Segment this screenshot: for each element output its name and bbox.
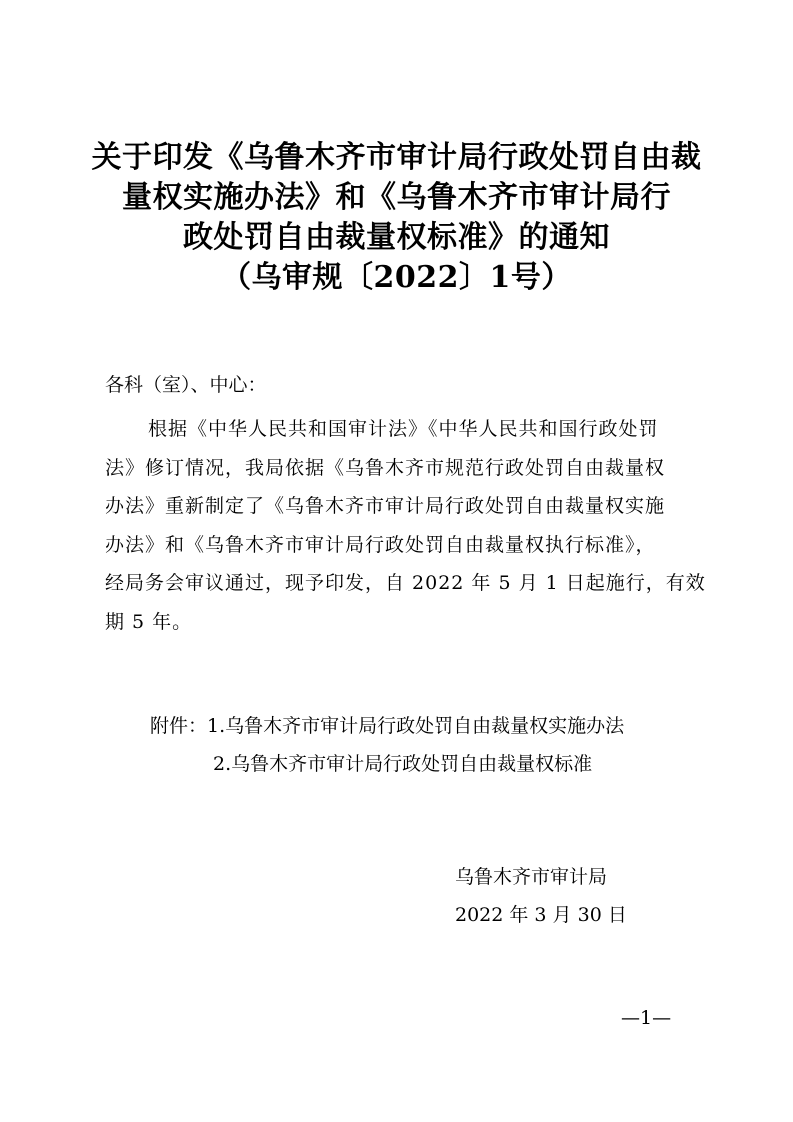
issuing-organization: 乌鲁木齐市审计局 (455, 866, 608, 888)
issue-date: 2022 年 3 月 30 日 (455, 904, 627, 926)
body-line-2: 法》修订情况，我局依据《乌鲁木齐市规范行政处罚自由裁量权 (105, 456, 666, 479)
title-line-3: 政处罚自由裁量权标准》的通知 (183, 220, 610, 255)
attachments (150, 707, 624, 783)
body-line-5: 经局务会审议通过，现予印发，自 2022 年 5 月 1 日起施行，有效 (105, 572, 706, 594)
body-line-3: 办法》重新制定了《乌鲁木齐市审计局行政处罚自由裁量权实施 (105, 495, 666, 517)
attachment-text-1: 1.乌鲁木齐市审计局行政处罚自由裁量权实施办法 (207, 715, 625, 737)
body-line-6: 期 5 年。 (105, 610, 193, 633)
page-number: —1— (621, 1007, 672, 1029)
document-number: （乌审规〔2022〕1号） (221, 260, 572, 295)
title-line-2: 量权实施办法》和《乌鲁木齐市审计局行 (122, 180, 671, 215)
signature-block (455, 858, 627, 934)
body-line-1: 根据《中华人民共和国审计法》《中华人民共和国行政处罚 (148, 418, 659, 440)
attachments-label: 附件： (150, 715, 208, 737)
document-title (60, 138, 733, 298)
body-line-4: 办法》和《乌鲁木齐市审计局行政处罚自由裁量权执行标准》， (105, 533, 656, 556)
body-paragraph (105, 410, 706, 641)
attachment-item-2: 2.乌鲁木齐市审计局行政处罚自由裁量权标准 (213, 753, 593, 775)
salutation: 各科（室）、中心： (105, 374, 267, 396)
title-line-1: 关于印发《乌鲁木齐市审计局行政处罚自由裁 (91, 140, 702, 175)
attachment-item-1 (150, 707, 624, 745)
